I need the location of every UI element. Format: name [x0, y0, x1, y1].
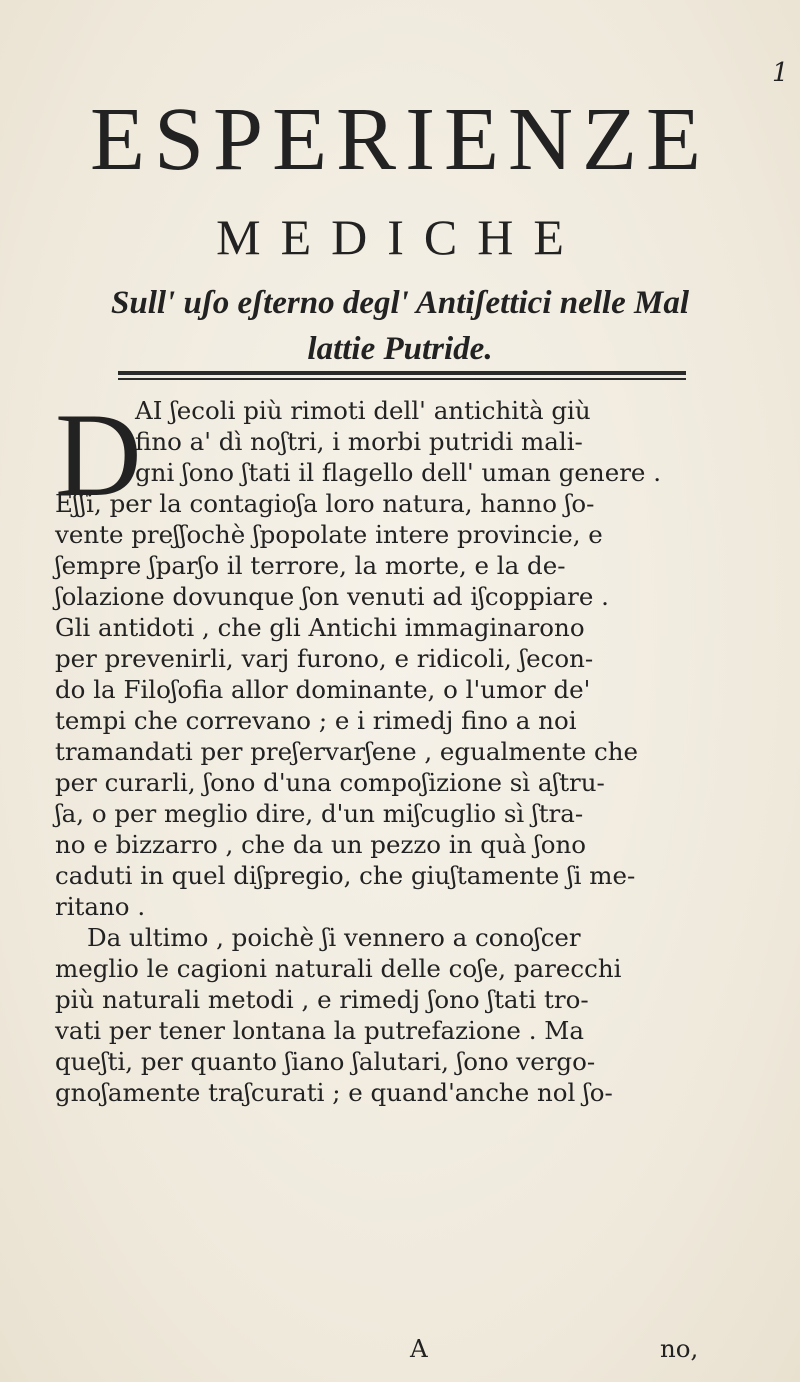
text-line: gnoʃamente traʃcurati ; e quand'anche nol ʃo- — [55, 1078, 613, 1107]
text-line: caduti in quel diʃpregio, che giuʃtamente ʃi me- — [55, 861, 636, 890]
text-line: per prevenirli, varj furono, e ridicoli, ʃecon- — [55, 644, 594, 673]
text-line: ʃempre ʃparʃo il terrore, la morte, e la de- — [55, 551, 566, 580]
text-line: più naturali metodi , e rimedj ʃono ʃtati tro- — [55, 985, 589, 1014]
page-subtitle: MEDICHE — [216, 209, 584, 265]
text-line: Gli antidoti , che gli Antichi immaginarono — [55, 613, 585, 642]
text-line: tempi che correvano ; e i rimedj fino a noi — [55, 706, 577, 735]
text-line: Eʃʃi, per la contagioʃa loro natura, hanno ʃo- — [55, 489, 595, 518]
text-line: meglio le cagioni naturali delle coʃe, parecchi — [55, 954, 622, 983]
text-line: ʃa, o per meglio dire, d'un miʃcuglio sì ʃtra- — [55, 799, 584, 828]
text-line: AI ʃecoli più rimoti dell' antichità giù — [135, 396, 591, 425]
text-line: gni ʃono ʃtati il flagello dell' uman genere . — [135, 458, 661, 487]
subject-line: lattie Putride. — [307, 331, 493, 367]
ornamental-rule — [118, 371, 686, 381]
text-line: tramandati per preʃervarʃene , egualmente che — [55, 737, 638, 766]
text-line: ritano . — [55, 892, 146, 921]
page-number: 1 — [772, 58, 789, 88]
text-line: queʃti, per quanto ʃiano ʃalutari, ʃono vergo- — [55, 1047, 596, 1076]
text-line: ʃolazione dovunque ʃon venuti ad iʃcoppiare . — [55, 582, 609, 611]
drop-cap: D — [55, 388, 142, 521]
text-line: per curarli, ʃono d'una compoʃizione sì aʃtru- — [55, 768, 605, 797]
text-line: do la Filoʃofia allor dominante, o l'umor de' — [55, 675, 591, 704]
body-text — [55, 388, 745, 1108]
subject-line: Sull' uʃo eʃterno degl' Antiʃettici nelle Mal — [111, 285, 689, 321]
text-line: vati per tener lontana la putrefazione . Ma — [55, 1016, 584, 1045]
text-line: fino a' dì noʃtri, i morbi putridi mali- — [135, 427, 583, 456]
subject-heading — [60, 280, 740, 372]
signature-mark: A — [410, 1334, 428, 1363]
text-line: no e bizzarro , che da un pezzo in quà ʃono — [55, 830, 587, 859]
catchword: no, — [660, 1334, 699, 1363]
text-line: vente preʃʃochè ʃpopolate intere provincie, e — [55, 520, 603, 549]
text-line: Da ultimo , poichè ʃi vennero a conoʃcer — [87, 923, 581, 952]
page-title: ESPERIENZE — [90, 90, 710, 189]
